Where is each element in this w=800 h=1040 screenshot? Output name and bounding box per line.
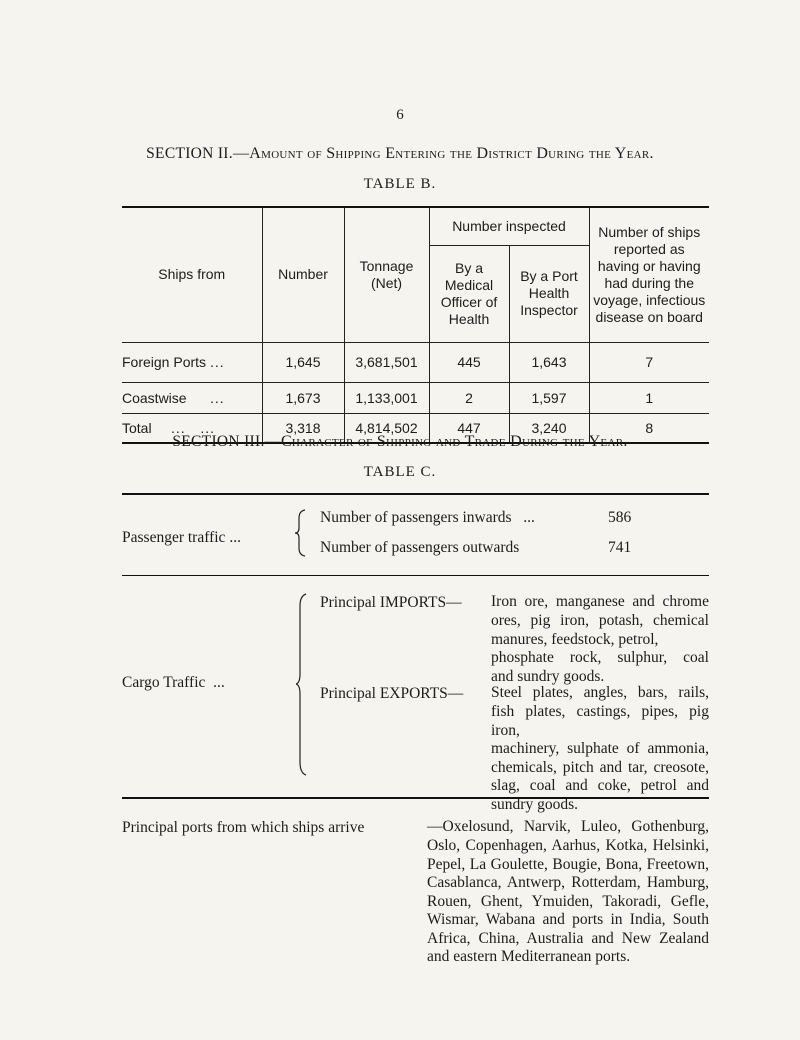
row-label <box>122 382 262 413</box>
ports-list <box>427 837 709 967</box>
passenger-dots: ... <box>229 529 241 546</box>
header-tonnage <box>344 207 429 342</box>
header-by-port-inspector <box>509 245 589 342</box>
cargo-traffic-label <box>122 673 225 692</box>
header-infectious <box>589 207 709 342</box>
passengers-inwards-row <box>320 508 620 527</box>
section-2-title <box>0 145 800 163</box>
header-phi-line: By a Port <box>520 268 578 284</box>
ports-line: Wismar, Wabana and ports in India, South <box>427 911 709 928</box>
imports-line: Iron ore, manganese and chrome <box>491 593 709 610</box>
ports-line: Pepel, La Goulette, Bougie, Bona, Freetown, <box>427 855 709 873</box>
cell-phi: 1,643 <box>509 342 589 382</box>
exports-line: sundry goods. <box>491 795 578 813</box>
ports-line: Casablanca, Antwerp, Rotterdam, Hamburg, <box>427 874 709 891</box>
row-label <box>122 342 262 382</box>
section-3-title <box>0 433 800 451</box>
cargo-brace <box>296 592 310 777</box>
table-row <box>122 342 709 382</box>
ports-line: Africa, China, Australia and New Zealand <box>427 929 709 947</box>
cell-infectious: 7 <box>589 342 709 382</box>
passengers-inwards-label: Number of passengers inwards <box>320 509 512 526</box>
imports-line: manures, feedstock, petrol, <box>491 630 659 648</box>
cell-mo: 445 <box>429 342 509 382</box>
imports-line: and sundry goods. <box>491 667 605 685</box>
passengers-inwards-value: 586 <box>608 509 632 526</box>
cell-phi: 3,240 <box>509 413 589 443</box>
imports-line: ores, pig iron, potash, chemical <box>491 612 709 629</box>
exports-line: fish plates, castings, pipes, pig iron, <box>491 703 709 739</box>
header-by-medical-officer <box>429 245 509 342</box>
table-c-title: TABLE C. <box>363 464 437 480</box>
cell-mo: 447 <box>429 413 509 443</box>
row-label-text: Foreign Ports <box>122 354 207 370</box>
header-mo-line: Officer of <box>440 293 498 310</box>
row-dots: ... <box>209 389 225 406</box>
cell-infectious: 8 <box>589 413 709 443</box>
cell-number: 1,645 <box>262 342 344 382</box>
imports-line: phosphate rock, sulphur, coal <box>491 649 709 666</box>
cell-number: 1,673 <box>262 382 344 413</box>
cell-tonnage: 1,133,001 <box>344 382 429 413</box>
table-row <box>122 382 709 413</box>
divider <box>122 797 709 799</box>
header-infectious-line: reported as <box>613 240 685 257</box>
header-infectious-line: disease on board <box>595 308 703 325</box>
cargo-label-text: Cargo Traffic <box>122 674 206 691</box>
header-infectious-line: voyage, infectious <box>593 291 706 308</box>
header-infectious-line: Number of ships <box>598 223 701 240</box>
ports-line: Oslo, Copenhagen, Aarhus, Kotka, Helsinki, <box>427 837 709 854</box>
row-dots: ... ... <box>171 419 216 436</box>
row-label-text: Coastwise <box>122 389 187 406</box>
cell-tonnage: 3,681,501 <box>344 342 429 382</box>
cargo-dots: ... <box>213 674 225 691</box>
header-ships-from: Ships from <box>122 207 262 342</box>
divider <box>122 575 709 576</box>
ports-label: Principal ports from which ships arrive <box>122 819 365 836</box>
exports-line: Steel plates, angles, bars, rails, <box>491 684 709 701</box>
passenger-label-text: Passenger traffic <box>122 529 226 546</box>
exports-line: chemicals, pitch and tar, creosote, <box>491 758 709 776</box>
passengers-inwards-dots: ... <box>523 509 535 526</box>
header-number: Number <box>262 207 344 342</box>
exports-line: machinery, sulphate of ammonia, <box>491 740 709 757</box>
ports-line: —Oxelosund, Narvik, Luleo, Gothenburg, <box>427 818 709 835</box>
cell-phi: 1,597 <box>509 382 589 413</box>
cell-infectious: 1 <box>589 382 709 413</box>
exports-label: Principal EXPORTS— <box>320 685 464 702</box>
header-mo-line: By a <box>454 259 483 276</box>
section-2-heading: —Amount of Shipping Entering the District During the Year. <box>232 145 654 162</box>
header-infectious-line: having or having <box>597 257 701 274</box>
passenger-traffic-label <box>122 528 241 547</box>
imports-text <box>491 612 709 686</box>
header-infectious-line: had during the <box>604 274 695 291</box>
divider <box>122 493 709 495</box>
page-number: 6 <box>396 107 404 123</box>
passengers-outwards-label: Number of passengers outwards <box>320 539 520 556</box>
ports-line: and eastern Mediterranean ports. <box>427 948 631 965</box>
header-phi-line: Inspector <box>520 302 578 318</box>
cell-tonnage: 4,814,502 <box>344 413 429 443</box>
table-b <box>122 206 709 444</box>
passenger-brace <box>295 508 309 558</box>
cell-number: 3,318 <box>262 413 344 443</box>
section-3-heading: —Character of Shipping and Trade During the Year. <box>264 433 628 450</box>
row-dots: ... <box>209 354 225 370</box>
header-tonnage-sub: (Net) <box>370 274 403 291</box>
section-3-number: SECTION III. <box>172 433 265 450</box>
header-number-inspected: Number inspected <box>429 207 589 245</box>
section-2-number: SECTION II. <box>146 145 233 162</box>
exports-line: slag, coal and coke, petrol and <box>491 777 709 794</box>
ports-line: Rouen, Ghent, Ymuiden, Takoradi, Gefle, <box>427 892 709 910</box>
row-label-text: Total <box>122 419 152 436</box>
header-mo-line: Health <box>448 310 490 327</box>
imports-label: Principal IMPORTS— <box>320 594 462 611</box>
header-phi-line: Health <box>528 285 570 301</box>
passengers-outwards-value: 741 <box>608 539 632 556</box>
table-b-title: TABLE B. <box>363 176 437 192</box>
header-tonnage-label: Tonnage <box>359 257 414 274</box>
header-mo-line: Medical <box>444 276 494 293</box>
cell-mo: 2 <box>429 382 509 413</box>
